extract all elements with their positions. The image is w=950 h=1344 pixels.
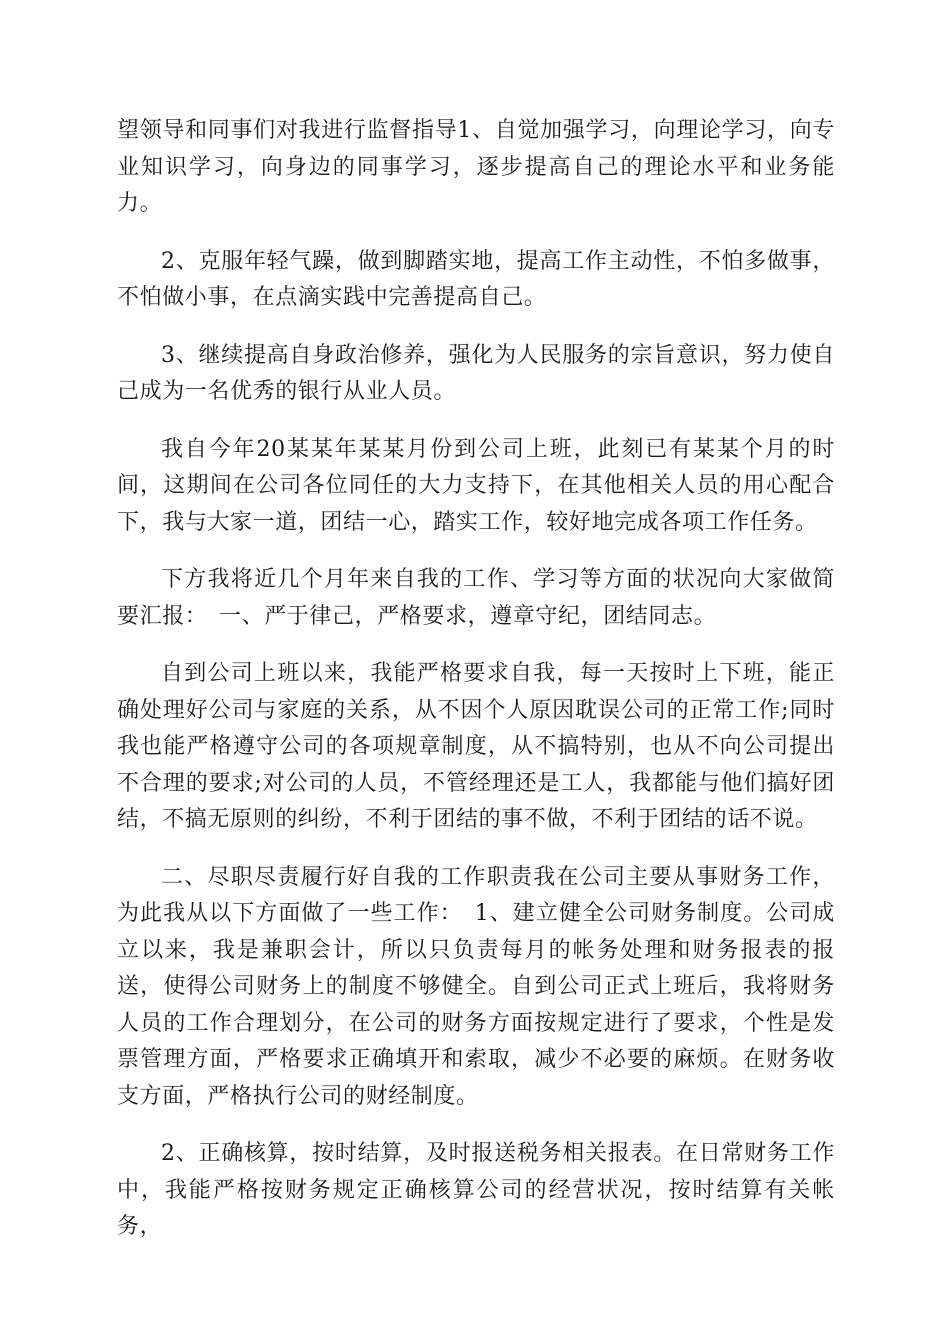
paragraph-1: 望领导和同事们对我进行监督指导1、自觉加强学习，向理论学习，向专业知识学习，向身边的同事学习，逐步提高自己的理论水平和业务能力。 [117,118,835,216]
paragraph-7: 二、尽职尽责履行好自我的工作职责我在公司主要从事财务工作，为此我从以下方面做了一些工作： 1、建立健全公司财务制度。公司成立以来，我是兼职会计，所以只负责每月的帐务处理和财务报表的报送，使得公司财务上的制度不够健全。自到公司正式上班后，我将财务人员的工作合理划分，在公司的财务方面按规定进行了要求，个性是发票管理方面，严格要求正确填开和索取，减少不必要的麻烦。在财务收支方面，严格执行公司的财经制度。 [117,864,835,1109]
document-body [117,113,835,1267]
paragraph-6: 自到公司上班以来，我能严格要求自我，每一天按时上下班，能正确处理好公司与家庭的关系，从不因个人原因耽误公司的正常工作;同时我也能严格遵守公司的各项规章制度，从不搞特别，也从不向公司提出不合理的要求;对公司的人员，不管经理还是工人，我都能与他们搞好团结，不搞无原则的纠纷，不利于团结的事不做，不利于团结的话不说。 [117,661,835,832]
paragraph-3: 3、继续提高自身政治修养，强化为人民服务的宗旨意识，努力使自己成为一名优秀的银行从业人员。 [117,342,835,404]
paragraph-2: 2、克服年轻气躁，做到脚踏实地，提高工作主动性，不怕多做事，不怕做小事，在点滴实践中完善提高自己。 [117,248,835,310]
paragraph-4: 我自今年20某某年某某月份到公司上班，此刻已有某某个月的时间，这期间在公司各位同任的大力支持下，在其他相关人员的用心配合下，我与大家一道，团结一心，踏实工作，较好地完成各项工作任务。 [117,436,835,535]
paragraph-8: 2、正确核算，按时结算，及时报送税务相关报表。在日常财务工作中，我能严格按财务规定正确核算公司的经营状况，按时结算有关帐务， [117,1141,835,1239]
paragraph-5: 下方我将近几个月年来自我的工作、学习等方面的状况向大家做简要汇报： 一、严于律己，严格要求，遵章守纪，团结同志。 [117,567,835,629]
